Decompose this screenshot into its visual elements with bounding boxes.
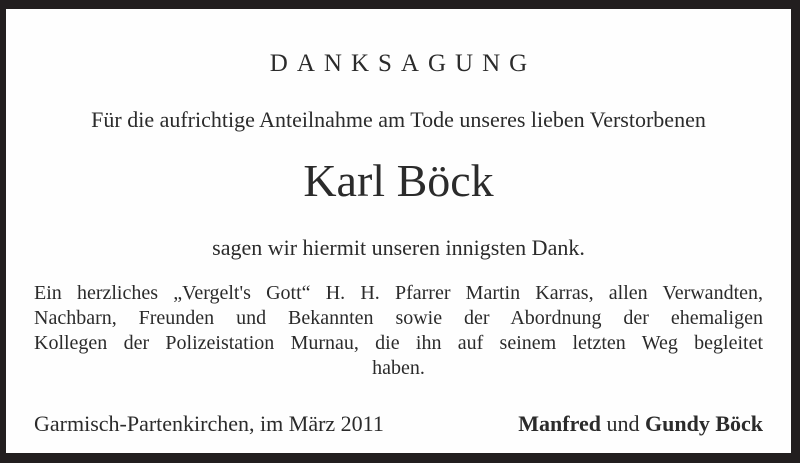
obituary-notice (6, 9, 791, 453)
paragraph-line: haben. (372, 357, 425, 379)
signature-connector: und (606, 411, 640, 436)
signature-name-1: Manfred (518, 411, 601, 436)
paragraph-line: Kollegen der Polizeistation Murnau, die ihn auf seinem letzten Weg begleitet (34, 332, 763, 354)
deceased-name: Karl Böck (303, 155, 494, 206)
signature-name-2: Gundy Böck (645, 411, 763, 436)
signature-row (34, 411, 763, 437)
signature (518, 411, 763, 437)
paragraph-line: Nachbarn, Freunden und Bekannten sowie der Abordnung der ehemaligen (34, 307, 763, 329)
notice-title: DANKSAGUNG (269, 50, 537, 77)
thanks-paragraph (34, 281, 763, 381)
place-date: Garmisch-Partenkirchen, im März 2011 (34, 411, 384, 436)
thanks-line: sagen wir hiermit unseren innigsten Dank. (212, 235, 585, 260)
intro-line: Für die aufrichtige Anteilnahme am Tode unseres lieben Verstorbenen (91, 107, 706, 132)
paragraph-line: Ein herzliches „Vergelt's Gott“ H. H. Pfarrer Martin Karras, allen Verwandten, (34, 282, 763, 304)
